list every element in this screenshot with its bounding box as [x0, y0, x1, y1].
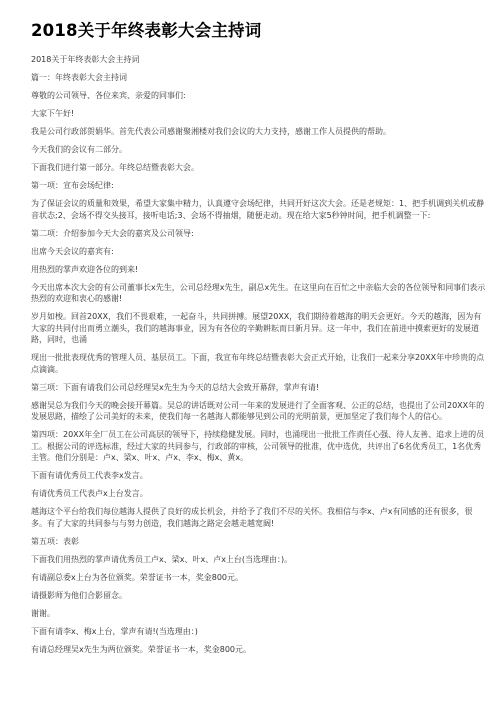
paragraph: 有请总经理吴x先生为两位颁奖。荣誉证书一本，奖金800元。	[31, 644, 252, 654]
paragraph: 2018关于年终表彰大会主持词	[31, 55, 140, 64]
paragraph: 第二项：介绍参加今天大会的嘉宾及公司领导:	[31, 228, 194, 238]
paragraph: 下面有请李x、梅x上台，掌声有请!(当选理由：)	[31, 626, 198, 636]
paragraph: 今天出席本次大会的有公司董事长x先生，公司总经理x先生，副总x先生。在这里向在百忙之中亲临大会的各位领导和同事们表示热烈的欢迎和衷心的感谢!	[31, 282, 486, 303]
paragraph: 第四项：20XX年全厂员工在公司高层的领导下，持续稳健发展。同时，也涌现出一批批工作责任心强、待人友善、追求上进的员工。根据公司的评选标准，经过大家的共同参与，行政部的审核，公司领导的批准，优中选优，共评出了6名优秀员工，1名优秀主管。他们分别是：卢x、梁x、叶x、卢x、李x、梅x、黄x。	[31, 430, 485, 462]
paragraph: 第三项：下面有请我们公司总经理吴x先生为今天的总结大会致开幕辞，掌声有请!	[31, 382, 319, 392]
paragraph: 请摄影师为他们合影留念。	[31, 590, 127, 600]
paragraph: 下面有请优秀员工代表李x发言。	[31, 471, 148, 480]
paragraph: 出席今天会议的嘉宾有:	[31, 246, 114, 256]
paragraph: 我是公司行政部贺娟华。首先代表公司感谢聚湘楼对我们会议的大力支持，感谢工作人员提供的帮助。	[31, 127, 391, 136]
paragraph: 下面我们用热烈的掌声请优秀员工卢x、梁x、叶x、卢x上台(当选理由：)。	[31, 554, 293, 564]
paragraph: 第五项：表彰	[31, 536, 79, 546]
paragraph: 篇一：年终表彰大会主持词	[31, 73, 127, 82]
page-title: 2018关于年终表彰大会主持词	[31, 21, 262, 40]
paragraph: 谢谢。	[31, 608, 55, 618]
paragraph: 越海这个平台给我们每位越海人提供了良好的成长机会，并给予了我们不尽的关怀。我相信与李x、卢x有同感的还有很多，很多。有了大家的共同参与与努力创造，我们越海之路定会越走越宽阔!	[31, 507, 473, 528]
paragraph: 用热烈的掌声欢迎各位的到来!	[31, 264, 139, 274]
paragraph: 岁月如梭。回首20XX，我们不畏艰难，一起奋斗，共同拼搏。展望20XX，我们期待着越海的明天会更好。今天的越海，因为有大家的共同付出而勇立潮头，我们的越海事业，因为有各位的辛勤耕耘而日新月异。这一年中，我们在前进中摸索更好的发展道路，同时，也涌	[31, 312, 482, 344]
paragraph: 为了保证会议的质量和效果，希望大家集中精力，认真遵守会场纪律，共同开好这次大会。还是老规矩：1、把手机调到关机或静音状态;2、会场不得交头接耳，接听电话;3、会场不得抽烟，随便走动。现在给大家5秒钟时间，把手机调整一下:	[31, 199, 485, 220]
paragraph: 大家下午好!	[31, 109, 75, 118]
paragraph: 下面我们进行第一部分。年终总结暨表彰大会。	[31, 163, 199, 172]
paragraph: 今天我们的会议有二部分。	[31, 145, 127, 154]
paragraph: 尊敬的公司领导、各位来宾、亲爱的同事们:	[31, 91, 186, 100]
paragraph: 有请优秀员工代表卢x上台发言。	[31, 489, 148, 498]
paragraph: 第一项：宣布会场纪律:	[31, 181, 114, 190]
document-body	[31, 54, 486, 655]
paragraph: 现出一批批表现优秀的管理人员、基层员工。下面，我宣布年终总结暨表彰大会正式开始，让我们一起来分享20XX年中珍贵的点点滴滴。	[31, 353, 485, 374]
paragraph: 感谢吴总为我们今天的晚会接开幕篇。吴总的讲话既对公司一年来的发展进行了全面客观、公正的总结，也提出了公司20XX年的发展思路，描绘了公司美好的未来，使我们每一名越海人都能够见到公司的光明前景，更加坚定了我们每个人的信心。	[31, 400, 485, 421]
paragraph: 有请副总委x上台为各位颁奖。荣誉证书一本，奖金800元。	[31, 572, 244, 582]
